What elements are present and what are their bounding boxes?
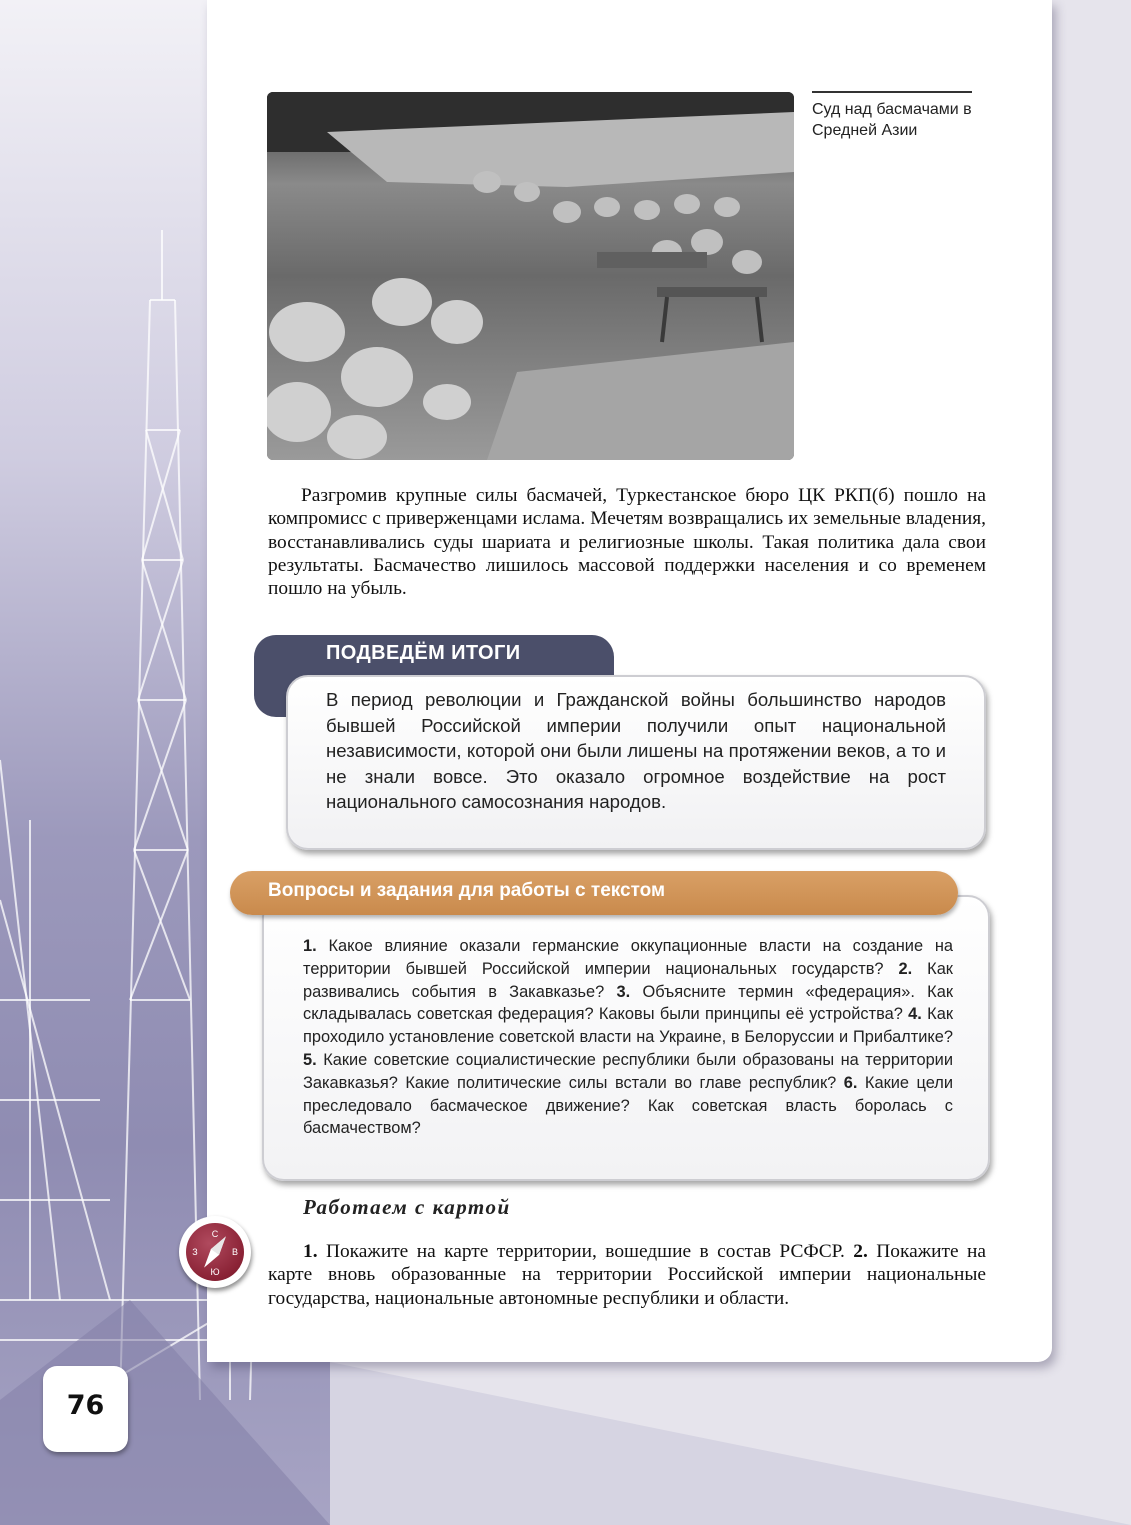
question-number: 5. xyxy=(303,1050,317,1069)
map-task-number: 2. xyxy=(853,1241,868,1262)
question-number: 3. xyxy=(616,982,631,1001)
questions-list xyxy=(303,935,953,1140)
question-text: Какие советские социалистические республики были образованы на территории Закавказья? Какие политические силы встали во главе республик? xyxy=(303,1050,953,1092)
caption-rule xyxy=(812,91,972,93)
page-number: 76 xyxy=(66,1390,105,1421)
question-text: Как проходило установление советской власти на Украине, в Белоруссии и Прибалтике? xyxy=(303,1005,954,1047)
map-task-number: 1. xyxy=(303,1241,318,1262)
question-text: Как развивались события в Закавказье? xyxy=(303,959,953,1001)
historical-photo xyxy=(267,92,794,460)
question-number: 6. xyxy=(843,1073,858,1092)
compass-south-letter: Ю xyxy=(210,1267,220,1277)
questions-title: Вопросы и задания для работы с текстом xyxy=(268,880,666,901)
map-section-heading: Работаем с картой xyxy=(303,1195,511,1219)
compass-north-letter: С xyxy=(211,1229,219,1239)
question-text: Какие цели преследовало басмаческое движение? Как советская власть боролась с басмачеством? xyxy=(303,1073,953,1138)
photo-caption: Суд над басмачами в Средней Азии xyxy=(812,101,972,139)
compass-icon xyxy=(179,1216,251,1288)
map-task-text: Покажите на карте территории, вошедшие в состав РСФСР. xyxy=(325,1241,845,1262)
compass-west-letter: З xyxy=(192,1247,198,1257)
question-text: Какое влияние оказали германские оккупационные власти на создание на территории бывшей Российской империи национальных государств? xyxy=(303,937,953,978)
question-number: 4. xyxy=(908,1005,922,1024)
question-text: Объясните термин «федерация». Как складывалась советская федерация? Каковы были принципы её устройства? xyxy=(303,982,953,1024)
question-number: 2. xyxy=(898,959,913,978)
body-paragraph: Разгромив крупные силы басмачей, Туркестанское бюро ЦК РКП(б) пошло на компромисс с приверженцами ислама. Мечетям возвращались их земельные владения, восстанавливались суды шариата и религиозные школы. Такая политика дала свои результаты. Басмачество лишилось массовой поддержки населения и со временем пошло на убыль. xyxy=(268,485,986,600)
summary-title: ПОДВЕДЁМ ИТОГИ xyxy=(326,642,521,664)
map-task-text: Покажите на карте вновь образованные на территории Российской империи национальные государства, национальные автономные республики и области. xyxy=(268,1241,986,1309)
compass-east-letter: В xyxy=(231,1247,239,1257)
question-number: 1. xyxy=(303,937,317,955)
map-tasks xyxy=(268,1240,986,1310)
summary-text: В период революции и Гражданской войны большинство народов бывшей Российской империи получили опыт национальной независимости, которой они были лишены на протяжении веков, а то и не знали вовсе. Это оказало огромное воздействие на рост национального самосознания народов. xyxy=(326,689,946,812)
